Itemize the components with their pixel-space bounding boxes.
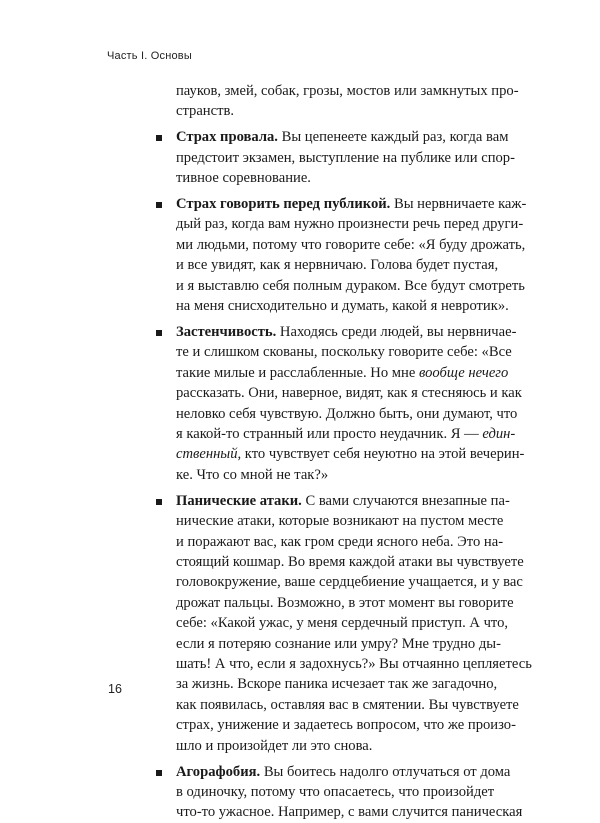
text-line: ственный, кто чувствует себя неуютно на этой вечерин- (176, 446, 525, 463)
text-line: пауков, змей, собак, грозы, мостов или замкнутых про- (176, 83, 519, 99)
bullet-square-icon (156, 330, 162, 336)
text-line: Страх говорить перед публикой. Вы нервничаете каж- (176, 196, 527, 213)
text-line: и поражают вас, как гром среди ясного неба. Это на- (176, 533, 504, 550)
item-term: Страх провала. (176, 129, 278, 146)
text-line: ке. Что со мной не так?» (176, 466, 329, 483)
text-line: на меня снисходительно и думать, какой я невротик». (176, 298, 509, 315)
text-line: и все увидят, как я нервничаю. Голова будет пустая, (176, 257, 499, 274)
text-line: головокружение, ваше сердцебиение учащается, и у вас (176, 574, 523, 591)
text-line: если я потеряю сознание или умру? Мне трудно ды- (176, 635, 501, 652)
list-item-agoraphobia (176, 762, 523, 823)
text-line: предстоит экзамен, выступление на публике или спор- (176, 149, 515, 166)
text-line: дрожат пальцы. Возможно, в этот момент вы говорите (176, 594, 514, 611)
italic-emphasis: един- (482, 426, 516, 442)
item-term: Застенчивость. (176, 323, 277, 340)
text-line: я какой-то странный или просто неудачник. Я — един- (176, 426, 516, 442)
text-line: Агорафобия. Вы боитесь надолго отлучаться от дома (176, 763, 511, 780)
text-line: шать! А что, если я задохнусь?» Вы отчаянно цепляетесь (176, 655, 532, 672)
list-item-fear-of-failure (176, 127, 515, 188)
bullet-square-icon (156, 135, 162, 141)
text-line: ми людьми, потому что говорите себе: «Я буду дрожать, (176, 236, 526, 253)
list-item-public-speaking (176, 194, 527, 316)
text-line: нические атаки, которые возникают на пустом месте (176, 513, 504, 530)
bullet-square-icon (156, 770, 162, 776)
text-line: тивное соревнование. (176, 170, 311, 187)
text-line: шло и произойдет ли это снова. (176, 737, 373, 754)
text-line: что-то ужасное. Например, с вами случится паническая (176, 804, 523, 821)
text-line: неловко себя чувствую. Должно быть, они думают, что (176, 405, 518, 422)
text-line: Застенчивость. Находясь среди людей, вы нервничае- (176, 323, 517, 340)
text-line: рассказать. Они, наверное, видят, как я стесняюсь и как (176, 385, 522, 402)
text-line: странств. (176, 103, 235, 120)
text-line: Панические атаки. С вами случаются внезапные па- (176, 492, 510, 509)
text-line: те и слишком скованы, поскольку говорите себе: «Все (176, 344, 512, 361)
item-term: Страх говорить перед публикой. (176, 196, 391, 213)
italic-emphasis: ственный, (176, 446, 242, 463)
text-line: в одиночку, потому что опасаетесь, что произойдет (176, 783, 495, 800)
page-number: 16 (108, 682, 122, 696)
text-line: как появилась, оставляя вас в смятении. Вы чувствуете (176, 696, 519, 713)
continuation-paragraph (176, 81, 519, 122)
bullet-square-icon (156, 499, 162, 505)
text-line: за жизнь. Вскоре паника исчезает так же загадочно, (176, 676, 498, 693)
bullet-square-icon (156, 202, 162, 208)
list-item-shyness (176, 322, 525, 485)
text-line: страх, унижение и задаетесь вопросом, что же произо- (176, 717, 516, 734)
text-line: и я выставлю себя полным дураком. Все будут смотреть (176, 277, 525, 294)
list-item-panic-attacks (176, 491, 532, 756)
text-line: себе: «Какой ужас, у меня сердечный приступ. А что, (176, 615, 509, 632)
italic-emphasis: вообще нечего (418, 364, 509, 381)
text-line: такие милые и расслабленные. Но мне вообще нечего (176, 364, 509, 381)
item-term: Агорафобия. (176, 763, 261, 780)
text-line: дый раз, когда вам нужно произнести речь перед други- (176, 216, 524, 233)
text-line: стоящий кошмар. Во время каждой атаки вы чувствуете (176, 553, 524, 570)
running-head: Часть I. Основы (107, 50, 192, 62)
page-body (176, 81, 532, 823)
text-line: Страх провала. Вы цепенеете каждый раз, когда вам (176, 129, 509, 146)
item-term: Панические атаки. (176, 492, 302, 509)
